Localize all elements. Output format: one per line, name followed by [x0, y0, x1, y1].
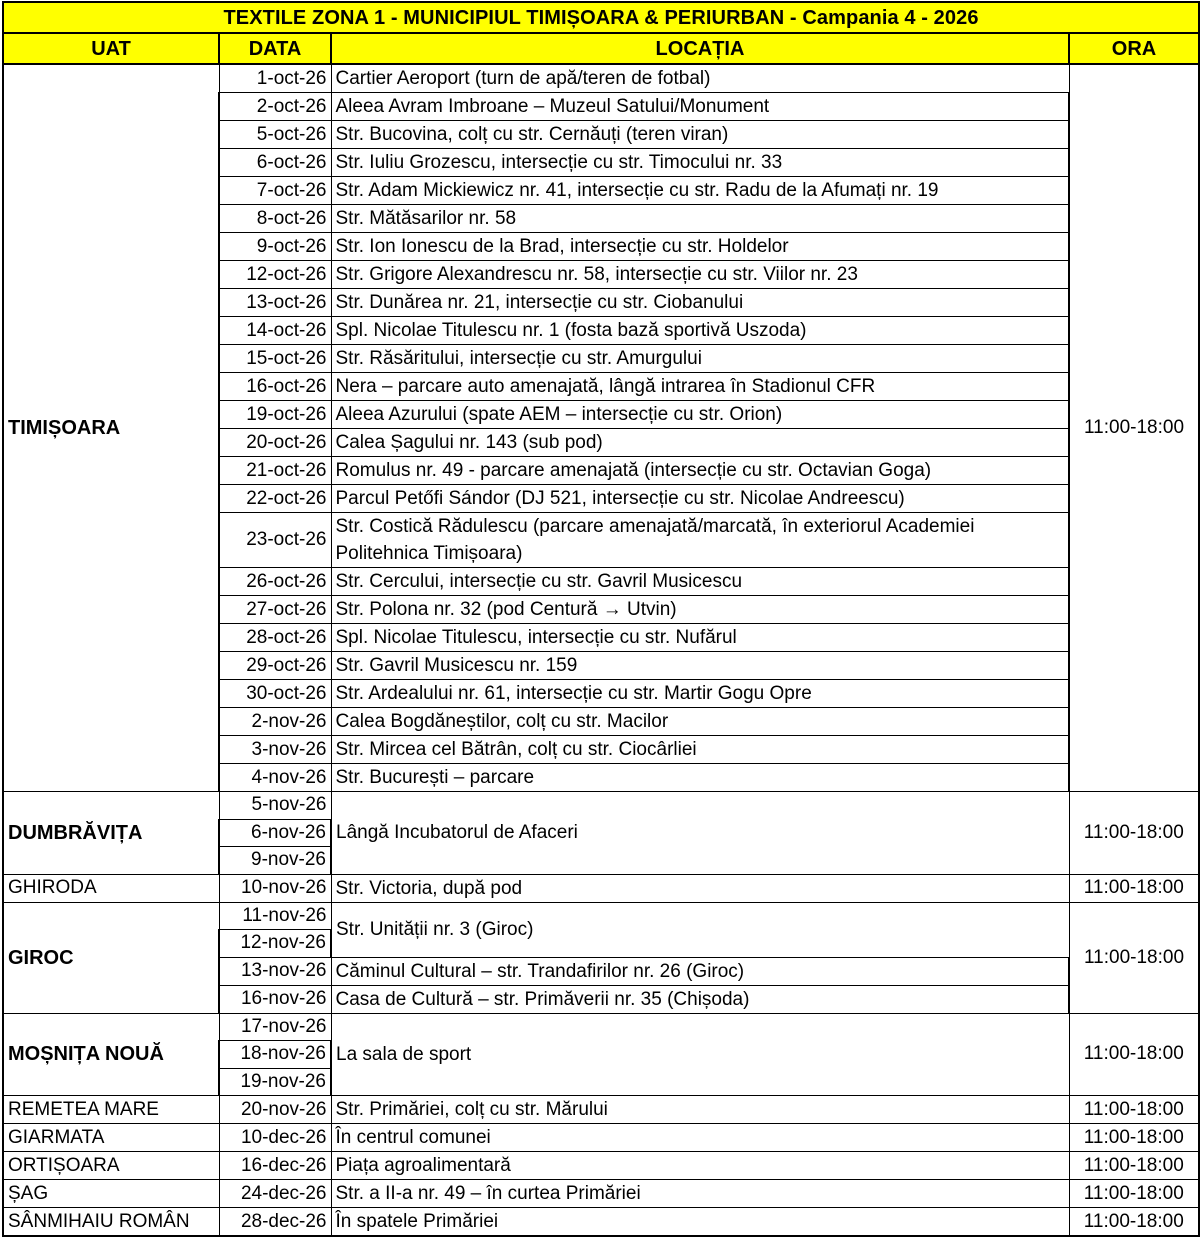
location-cell: Str. Răsăritului, intersecție cu str. Amurgului: [331, 345, 1069, 373]
uat-cell: TIMIȘOARA: [3, 64, 219, 792]
date-cell: 23-oct-26: [219, 513, 331, 568]
date-cell: 12-oct-26: [219, 261, 331, 289]
location-cell: La sala de sport: [331, 1013, 1069, 1096]
location-cell: Str. Cercului, intersecție cu str. Gavril Musicescu: [331, 568, 1069, 596]
date-cell: 11-nov-26: [219, 902, 331, 930]
time-cell: 11:00-18:00: [1069, 1096, 1199, 1124]
date-cell: 7-oct-26: [219, 177, 331, 205]
location-cell: Lângă Incubatorul de Afaceri: [331, 792, 1069, 875]
table-row: [3, 1124, 1199, 1152]
table-row: [3, 1096, 1199, 1124]
uat-cell: GHIRODA: [3, 874, 219, 902]
date-cell: 8-oct-26: [219, 205, 331, 233]
table-row: [3, 1152, 1199, 1180]
location-cell: Str. Dunărea nr. 21, intersecție cu str. Ciobanului: [331, 289, 1069, 317]
date-cell: 12-nov-26: [219, 930, 331, 958]
date-cell: 14-oct-26: [219, 317, 331, 345]
date-cell: 16-nov-26: [219, 985, 331, 1013]
table-row: [3, 874, 1199, 902]
date-cell: 10-nov-26: [219, 874, 331, 902]
location-cell: Str. Iuliu Grozescu, intersecție cu str. Timocului nr. 33: [331, 149, 1069, 177]
location-cell: Str. Mătăsarilor nr. 58: [331, 205, 1069, 233]
uat-cell: ȘAG: [3, 1180, 219, 1208]
time-cell: 11:00-18:00: [1069, 1180, 1199, 1208]
location-cell: Piața agroalimentară: [331, 1152, 1069, 1180]
location-cell: Calea Bogdăneștilor, colț cu str. Macilor: [331, 708, 1069, 736]
location-cell: Aleea Azurului (spate AEM – intersecție cu str. Orion): [331, 401, 1069, 429]
header-ora: ORA: [1069, 33, 1199, 64]
date-cell: 5-nov-26: [219, 792, 331, 820]
table-row: [3, 792, 1199, 820]
uat-cell: GIARMATA: [3, 1124, 219, 1152]
uat-cell: REMETEA MARE: [3, 1096, 219, 1124]
location-cell: În spatele Primăriei: [331, 1208, 1069, 1237]
location-cell: Str. Grigore Alexandrescu nr. 58, intersecție cu str. Viilor nr. 23: [331, 261, 1069, 289]
date-cell: 30-oct-26: [219, 680, 331, 708]
date-cell: 21-oct-26: [219, 457, 331, 485]
date-cell: 6-nov-26: [219, 819, 331, 847]
table-row: [3, 1013, 1199, 1041]
date-cell: 19-nov-26: [219, 1068, 331, 1096]
table-title: TEXTILE ZONA 1 - MUNICIPIUL TIMIȘOARA & PERIURBAN - Campania 4 - 2026: [3, 2, 1199, 33]
date-cell: 18-nov-26: [219, 1041, 331, 1069]
uat-cell: DUMBRĂVIȚA: [3, 792, 219, 875]
date-cell: 20-oct-26: [219, 429, 331, 457]
date-cell: 28-oct-26: [219, 624, 331, 652]
location-cell: Căminul Cultural – str. Trandafirilor nr. 26 (Giroc): [331, 957, 1069, 985]
date-cell: 1-oct-26: [219, 64, 331, 93]
date-cell: 5-oct-26: [219, 121, 331, 149]
location-cell: Str. Unității nr. 3 (Giroc): [331, 902, 1069, 957]
time-cell: 11:00-18:00: [1069, 1152, 1199, 1180]
table-body: [3, 64, 1199, 1236]
time-cell: 11:00-18:00: [1069, 902, 1199, 1013]
date-cell: 28-dec-26: [219, 1208, 331, 1237]
location-cell: Str. București – parcare: [331, 764, 1069, 792]
location-cell: Str. Costică Rădulescu (parcare amenajată/marcată, în exteriorul Academiei Politehnica Timișoara): [331, 513, 1069, 568]
location-cell: Str. Adam Mickiewicz nr. 41, intersecție cu str. Radu de la Afumați nr. 19: [331, 177, 1069, 205]
location-cell: În centrul comunei: [331, 1124, 1069, 1152]
location-cell: Str. Ion Ionescu de la Brad, intersecție cu str. Holdelor: [331, 233, 1069, 261]
table-row: [3, 64, 1199, 93]
date-cell: 4-nov-26: [219, 764, 331, 792]
location-cell: Str. Bucovina, colț cu str. Cernăuți (teren viran): [331, 121, 1069, 149]
time-cell: 11:00-18:00: [1069, 874, 1199, 902]
date-cell: 9-nov-26: [219, 847, 331, 875]
time-cell: 11:00-18:00: [1069, 1124, 1199, 1152]
header-locatia: LOCAȚIA: [331, 33, 1069, 64]
table-row: [3, 1208, 1199, 1237]
uat-cell: ORTIȘOARA: [3, 1152, 219, 1180]
location-cell: Str. Primăriei, colț cu str. Mărului: [331, 1096, 1069, 1124]
header-uat: UAT: [3, 33, 219, 64]
table-row: [3, 902, 1199, 930]
location-cell: Str. Gavril Musicescu nr. 159: [331, 652, 1069, 680]
date-cell: 6-oct-26: [219, 149, 331, 177]
location-cell: Str. Victoria, după pod: [331, 874, 1069, 902]
time-cell: 11:00-18:00: [1069, 64, 1199, 792]
schedule-table: [2, 1, 1200, 1237]
location-cell: Spl. Nicolae Titulescu, intersecție cu str. Nufărul: [331, 624, 1069, 652]
date-cell: 3-nov-26: [219, 736, 331, 764]
date-cell: 2-nov-26: [219, 708, 331, 736]
location-cell: Nera – parcare auto amenajată, lângă intrarea în Stadionul CFR: [331, 373, 1069, 401]
time-cell: 11:00-18:00: [1069, 1013, 1199, 1096]
location-cell: Aleea Avram Imbroane – Muzeul Satului/Monument: [331, 93, 1069, 121]
time-cell: 11:00-18:00: [1069, 1208, 1199, 1237]
location-cell: Str. Polona nr. 32 (pod Centură → Utvin): [331, 596, 1069, 624]
date-cell: 24-dec-26: [219, 1180, 331, 1208]
location-cell: Cartier Aeroport (turn de apă/teren de fotbal): [331, 64, 1069, 93]
time-cell: 11:00-18:00: [1069, 792, 1199, 875]
date-cell: 17-nov-26: [219, 1013, 331, 1041]
location-cell: Casa de Cultură – str. Primăverii nr. 35 (Chișoda): [331, 985, 1069, 1013]
table-row: [3, 1180, 1199, 1208]
location-cell: Str. Ardealului nr. 61, intersecție cu str. Martir Gogu Opre: [331, 680, 1069, 708]
date-cell: 2-oct-26: [219, 93, 331, 121]
date-cell: 10-dec-26: [219, 1124, 331, 1152]
uat-cell: GIROC: [3, 902, 219, 1013]
date-cell: 13-nov-26: [219, 957, 331, 985]
date-cell: 26-oct-26: [219, 568, 331, 596]
date-cell: 20-nov-26: [219, 1096, 331, 1124]
location-cell: Calea Șagului nr. 143 (sub pod): [331, 429, 1069, 457]
location-cell: Parcul Petőfi Sándor (DJ 521, intersecție cu str. Nicolae Andreescu): [331, 485, 1069, 513]
header-data: DATA: [219, 33, 331, 64]
date-cell: 15-oct-26: [219, 345, 331, 373]
location-cell: Str. a II-a nr. 49 – în curtea Primăriei: [331, 1180, 1069, 1208]
date-cell: 9-oct-26: [219, 233, 331, 261]
date-cell: 13-oct-26: [219, 289, 331, 317]
date-cell: 27-oct-26: [219, 596, 331, 624]
location-cell: Str. Mircea cel Bătrân, colț cu str. Ciocârliei: [331, 736, 1069, 764]
date-cell: 16-oct-26: [219, 373, 331, 401]
date-cell: 22-oct-26: [219, 485, 331, 513]
location-cell: Spl. Nicolae Titulescu nr. 1 (fosta bază sportivă Uszoda): [331, 317, 1069, 345]
location-cell: Romulus nr. 49 - parcare amenajată (intersecție cu str. Octavian Goga): [331, 457, 1069, 485]
date-cell: 16-dec-26: [219, 1152, 331, 1180]
uat-cell: SÂNMIHAIU ROMÂN: [3, 1208, 219, 1237]
date-cell: 29-oct-26: [219, 652, 331, 680]
date-cell: 19-oct-26: [219, 401, 331, 429]
uat-cell: MOȘNIȚA NOUĂ: [3, 1013, 219, 1096]
